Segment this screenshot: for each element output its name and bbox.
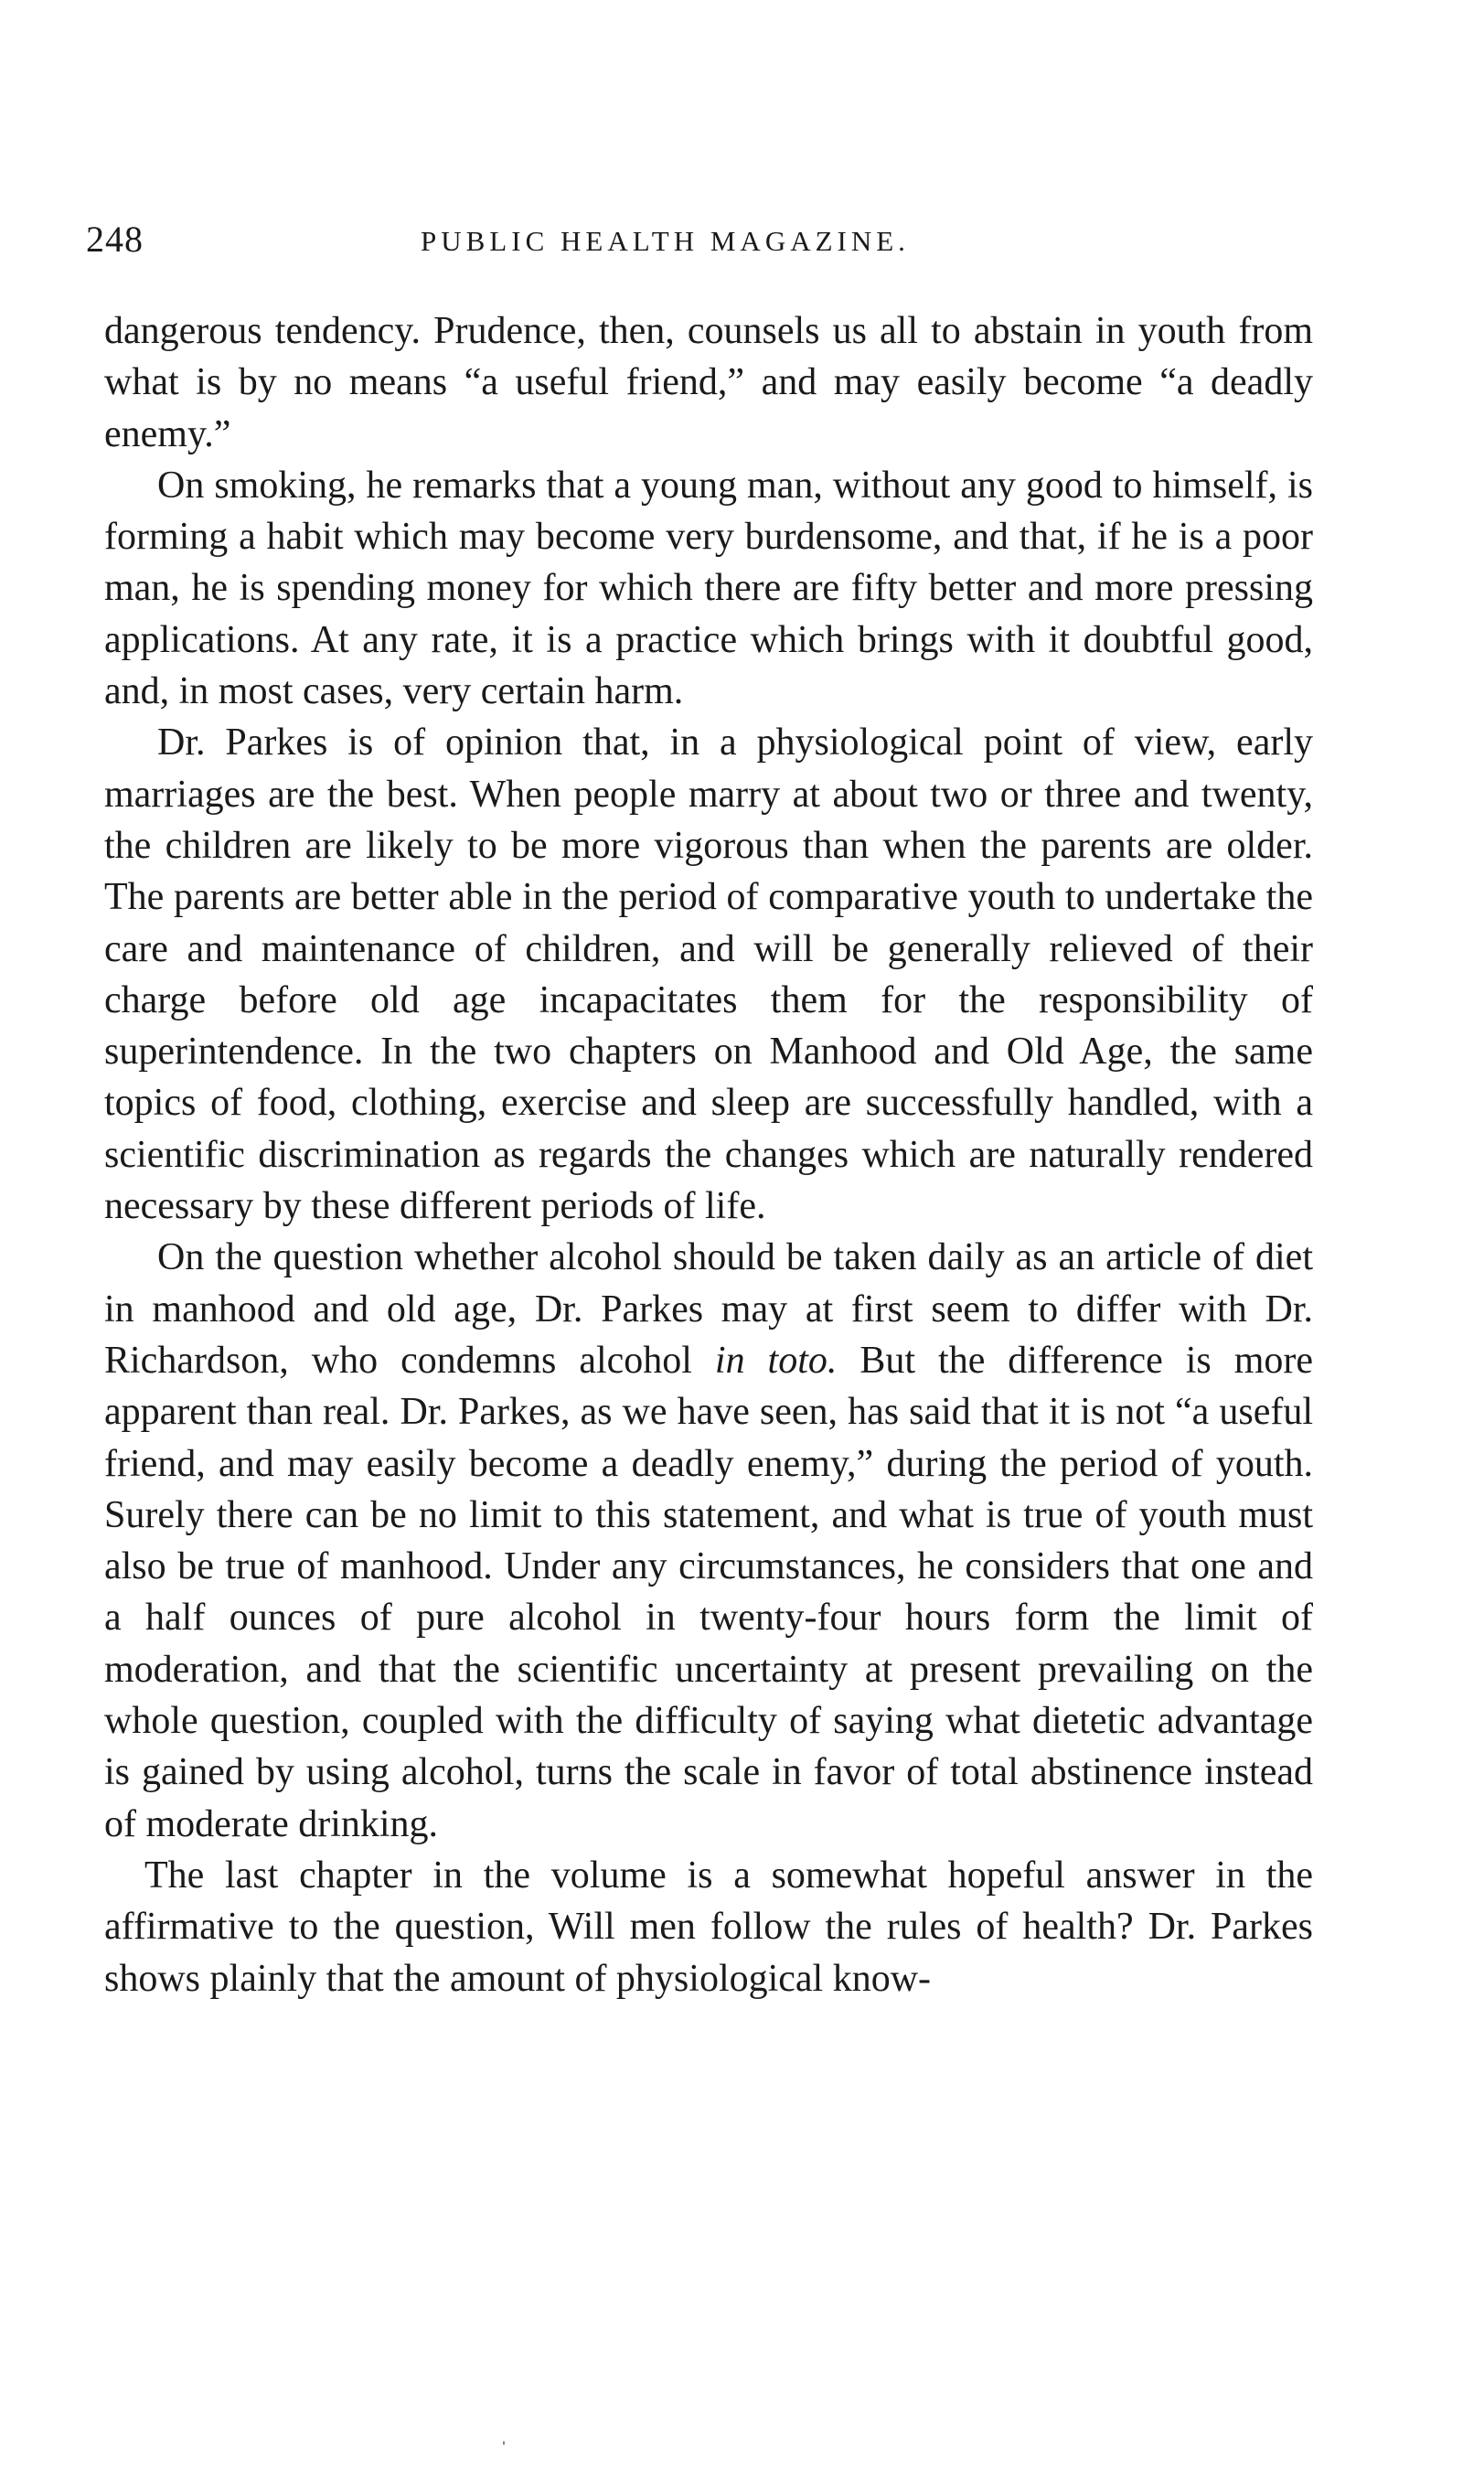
alcohol-text-before: On the question whether alcohol should be taken daily as an article of diet in manhood and old age, Dr. Parkes may at first seem to differ with Dr. Richardson, who condemns alcohol <box>104 1236 1313 1382</box>
page-mark: ˌ <box>500 2421 507 2445</box>
page-number: 248 <box>86 219 144 260</box>
paragraph-marriages: Dr. Parkes is of opinion that, in a physiological point of view, early marriages are the best. When people marry at about two or three and twenty, the children are likely to be more vigorous than when the parents are older. The parents are better able in the period of comparative youth to undertake the care and maintenance of children, and will be generally relieved of their charge before old age incapacitates them for the responsibility of superintendence. In the two chapters on Manhood and Old Age, the same topics of food, clothing, exercise and sleep are successfully handled, with a scientific discrimination as regards the changes which are naturally rendered necessary by these different periods of life. <box>104 721 1313 1228</box>
running-title: PUBLIC HEALTH MAGAZINE. <box>421 225 910 257</box>
paragraph-smoking: On smoking, he remarks that a young man, without any good to himself, is forming a habit which may become very burdensome, and that, if he is a poor man, he is spending money for which there are fifty better and more pressing applications. At any rate, it is a practice which brings with it doubtful good, and, in most cases, very certain harm. <box>104 464 1313 713</box>
paragraph-last-chapter: The last chapter in the volume is a somewhat hopeful answer in the affirmative to the question, Will men follow the rules of health? Dr. Parkes shows plainly that the amount of physiological know‑ <box>104 1854 1313 2000</box>
alcohol-text-after: But the difference is more apparent than real. Dr. Parkes, as we have seen, has said that it is not “a useful friend, and may easily become a deadly enemy,” during the period of youth. Surely there can be no limit to this statement, and what is true of youth must also be true of manhood. Under any circumstances, he considers that one and a half ounces of pure alcohol in twenty-four hours form the limit of moderation, and that the scientific uncertainty at present prevailing on the whole question, coupled with the difficulty of saying what dietetic advantage is gained by using alcohol, turns the scale in favor of total abstinence instead of moderate drinking. <box>104 1339 1313 1845</box>
paragraph-continuation: dangerous tendency. Prudence, then, counsels us all to abstain in youth from what is by no means “a useful friend,” and may easily become “a deadly enemy.” <box>104 310 1313 455</box>
body-text <box>104 305 1313 2004</box>
italic-phrase: in toto. <box>714 1339 838 1382</box>
paragraph-alcohol <box>104 1232 1313 1850</box>
